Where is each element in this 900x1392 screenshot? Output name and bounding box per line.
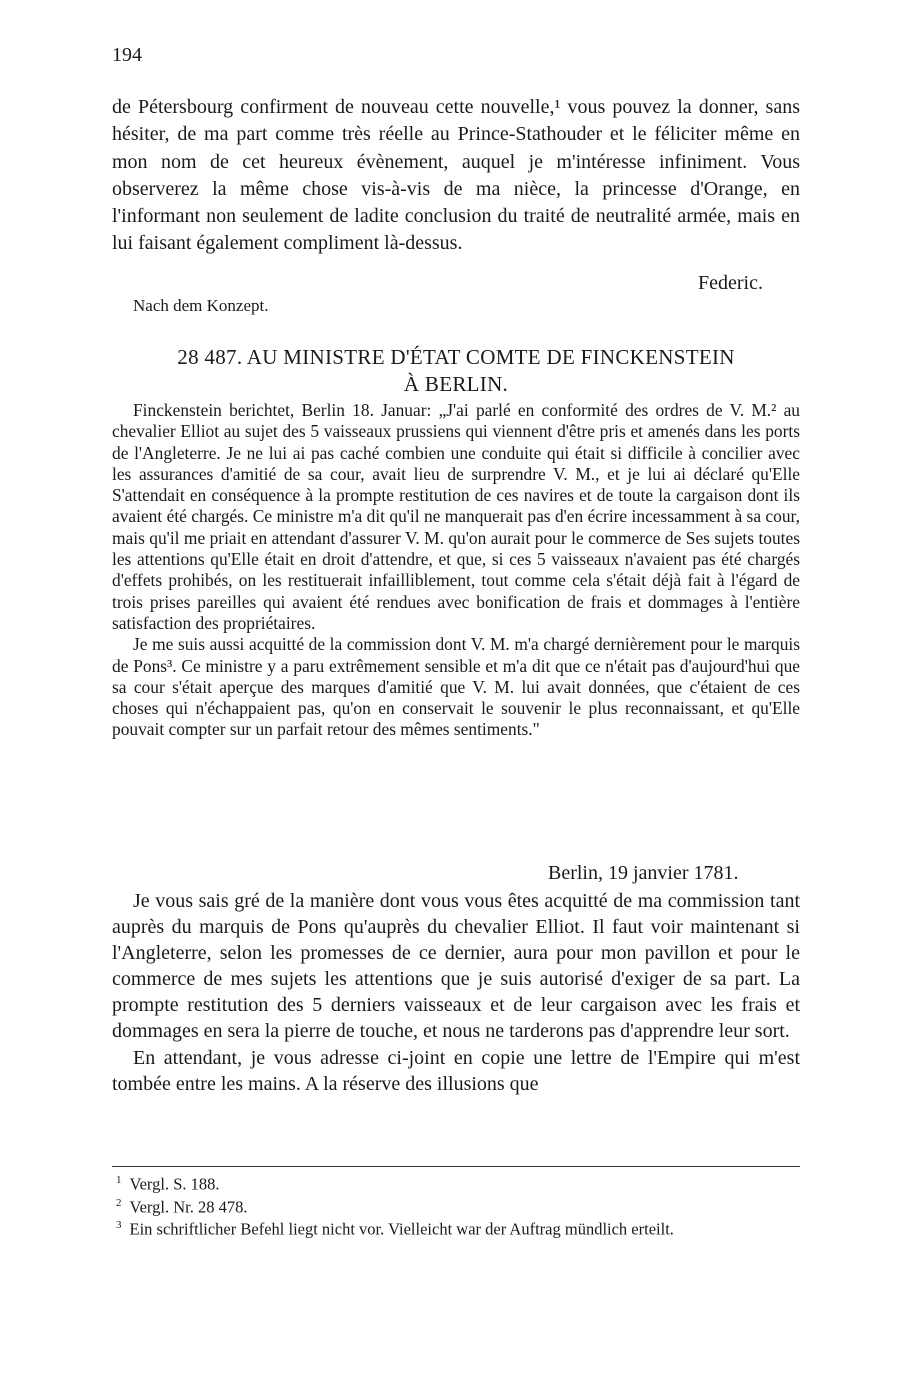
source-note: Nach dem Konzept. (133, 296, 269, 315)
heading-line-1: 28 487. AU MINISTRE D'ÉTAT COMTE DE FINCKENSTEIN (177, 345, 735, 369)
footnote (116, 1194, 800, 1217)
heading-line-2: À BERLIN. (403, 372, 509, 396)
continuation-paragraph: de Pétersbourg confirment de nouveau cette nouvelle,¹ vous pouvez la donner, sans hésiter, de ma part comme très réelle au Prince-Stathouder et le féliciter même en mon nom de cet heureux évènement, auquel je m'intéresse infiniment. Vous observerez la même chose vis-à-vis de ma nièce, la princesse d'Orange, en l'informant non seulement de ladite conclusion du traité de neutralité armée, mais en lui faisant également compliment là-dessus. (112, 96, 800, 255)
report-paragraph-1: Finckenstein berichtet, Berlin 18. Januar: „J'ai parlé en conformité des ordres de V. M.² au chevalier Elliot au sujet des 5 vaisseaux prussiens qui viennent d'être pris et amenés dans les ports de l'Angleterre. Je ne lui ai pas caché combien une conduite qui était si difficile à concilier avec les assurances d'amitié de sa cour, avait lieu de surprendre V. M., et je lui ai déclaré qu'Elle S'attendait en conséquence à la prompte restitution de ces navires et de toute la cargaison dont ils avaient été chargés. Ce ministre m'a dit qu'il ne manquerait pas d'en écrire incessamment à sa cour, mais qu'il me priait en attendant d'assurer V. M. qu'on aurait pour le commerce de Ses sujets toutes les attentions qu'Elle était en droit d'attendre, et que, si ces 5 vaisseaux n'avaient pas été chargés d'effets prohibés, on les restituerait infailliblement, tout comme cela s'était déjà fait à l'égard de trois prises pareilles qui avaient été rendues avec bonification de frais et dommages à l'entière satisfaction des propriétaires. (112, 400, 800, 633)
report-paragraph-2: Je me suis aussi acquitté de la commission dont V. M. m'a chargé dernièrement pour le marquis de Pons³. Ce ministre y a paru extrêmement sensible et m'a dit que ce n'était pas d'aujourd'hui que sa cour s'était aperçue des marques d'amitié que V. M. lui avait données, que c'étaient de ces choses qui n'échappaient pas, qu'on en conservait le souvenir le plus reconnaissant, et qu'Elle pouvait compter sur un parfait retour des mêmes sentiments." (112, 634, 800, 740)
reply-text (112, 888, 800, 1097)
signature: Federic. (698, 272, 763, 294)
reply-paragraph-2: En attendant, je vous adresse ci-joint en copie une lettre de l'Empire qui m'est tombée entre les mains. A la réserve des illusions que (112, 1046, 800, 1095)
footnote-number: 3 (116, 1219, 122, 1231)
footnotes (116, 1171, 800, 1239)
reply-paragraph-1: Je vous sais gré de la manière dont vous vous êtes acquitté de ma commission tant auprès du marquis de Pons qu'auprès du chevalier Elliot. Il faut voir maintenant si l'Angleterre, selon les promesses de ce dernier, aura pour mon pavillon et pour le commerce de mes sujets les attentions que je suis autorisé d'exiger de sa part. La prompte restitution des 5 derniers vaisseaux et de leur cargaison avec les frais et dommages en sera la pierre de touche, et nous ne tarderons pas d'apprendre leur sort. (112, 890, 800, 1043)
footnote-number: 1 (116, 1174, 122, 1186)
footnote (116, 1216, 800, 1239)
footnote-text: Vergl. Nr. 28 478. (129, 1197, 248, 1216)
footnote-divider (112, 1166, 800, 1167)
footnote-number: 2 (116, 1196, 122, 1209)
dateline: Berlin, 19 janvier 1781. (548, 862, 739, 884)
footnote-text: Vergl. S. 188. (129, 1174, 220, 1194)
report-excerpt (112, 400, 800, 741)
document-heading (112, 344, 800, 398)
page-number: 194 (112, 44, 142, 66)
footnote (116, 1171, 800, 1194)
footnote-text: Ein schriftlicher Befehl liegt nicht vor. Vielleicht war der Auftrag mündlich erteilt. (129, 1219, 674, 1239)
